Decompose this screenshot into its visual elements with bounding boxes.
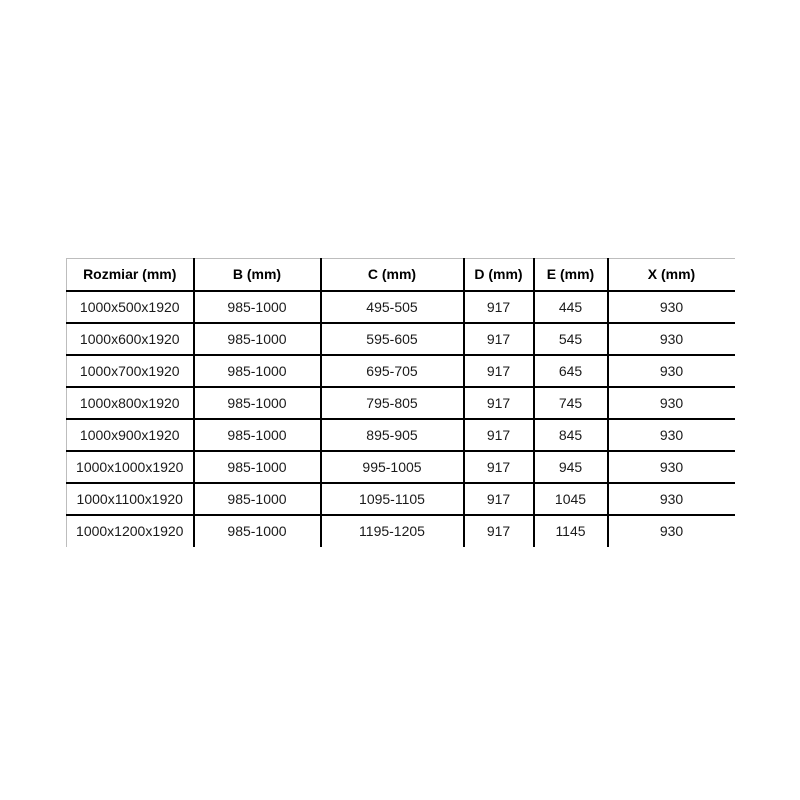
table-cell: 645 — [534, 355, 608, 387]
table-cell: 1000x600x1920 — [67, 323, 194, 355]
table-cell: 745 — [534, 387, 608, 419]
column-header-d: D (mm) — [464, 259, 534, 291]
table-cell: 1000x700x1920 — [67, 355, 194, 387]
table-row — [67, 483, 735, 515]
dimensions-table — [66, 258, 735, 547]
table-cell: 917 — [464, 483, 534, 515]
table-cell: 917 — [464, 355, 534, 387]
table-cell: 1000x500x1920 — [67, 291, 194, 323]
table-header-row — [67, 259, 735, 291]
table-cell: 795-805 — [321, 387, 464, 419]
table-cell: 930 — [608, 291, 735, 323]
table-cell: 930 — [608, 419, 735, 451]
table-row — [67, 515, 735, 547]
table-cell: 945 — [534, 451, 608, 483]
table-cell: 917 — [464, 419, 534, 451]
table-cell: 995-1005 — [321, 451, 464, 483]
table-cell: 545 — [534, 323, 608, 355]
table-cell: 1000x800x1920 — [67, 387, 194, 419]
column-header-e: E (mm) — [534, 259, 608, 291]
table-row — [67, 323, 735, 355]
table-row — [67, 419, 735, 451]
table-cell: 695-705 — [321, 355, 464, 387]
table-row — [67, 291, 735, 323]
table-row — [67, 451, 735, 483]
table-cell: 917 — [464, 291, 534, 323]
table-row — [67, 387, 735, 419]
column-header-x: X (mm) — [608, 259, 735, 291]
table-cell: 930 — [608, 483, 735, 515]
table-cell: 495-505 — [321, 291, 464, 323]
table-cell: 1000x1000x1920 — [67, 451, 194, 483]
table-cell: 1000x1200x1920 — [67, 515, 194, 547]
table-cell: 1045 — [534, 483, 608, 515]
table-cell: 985-1000 — [194, 419, 321, 451]
table-cell: 917 — [464, 323, 534, 355]
table-cell: 985-1000 — [194, 515, 321, 547]
table-cell: 985-1000 — [194, 451, 321, 483]
table-cell: 1000x900x1920 — [67, 419, 194, 451]
table-cell: 917 — [464, 387, 534, 419]
table-cell: 1000x1100x1920 — [67, 483, 194, 515]
table-cell: 845 — [534, 419, 608, 451]
table-cell: 985-1000 — [194, 291, 321, 323]
table-cell: 930 — [659, 523, 684, 539]
column-header-c: C (mm) — [321, 259, 464, 291]
table-cell: 930 — [608, 387, 735, 419]
table-cell: 985-1000 — [194, 323, 321, 355]
table-cell: 930 — [608, 355, 735, 387]
table-cell: 985-1000 — [194, 355, 321, 387]
table-cell: 595-605 — [321, 323, 464, 355]
table-cell: 985-1000 — [194, 483, 321, 515]
table-cell: 1095-1105 — [321, 483, 464, 515]
table-cell: 930 — [608, 451, 735, 483]
table-cell: 917 — [464, 515, 534, 547]
table-cell: 445 — [534, 291, 608, 323]
column-header-rozmiar: Rozmiar (mm) — [67, 259, 194, 291]
table-cell: 930 — [608, 323, 735, 355]
table-body — [67, 291, 735, 547]
table-cell: 985-1000 — [194, 387, 321, 419]
table-row — [67, 355, 735, 387]
table-cell: 1195-1205 — [321, 515, 464, 547]
column-header-b: B (mm) — [194, 259, 321, 291]
table-cell: 1145 — [534, 515, 608, 547]
table-cell: 917 — [464, 451, 534, 483]
table-cell: 895-905 — [321, 419, 464, 451]
